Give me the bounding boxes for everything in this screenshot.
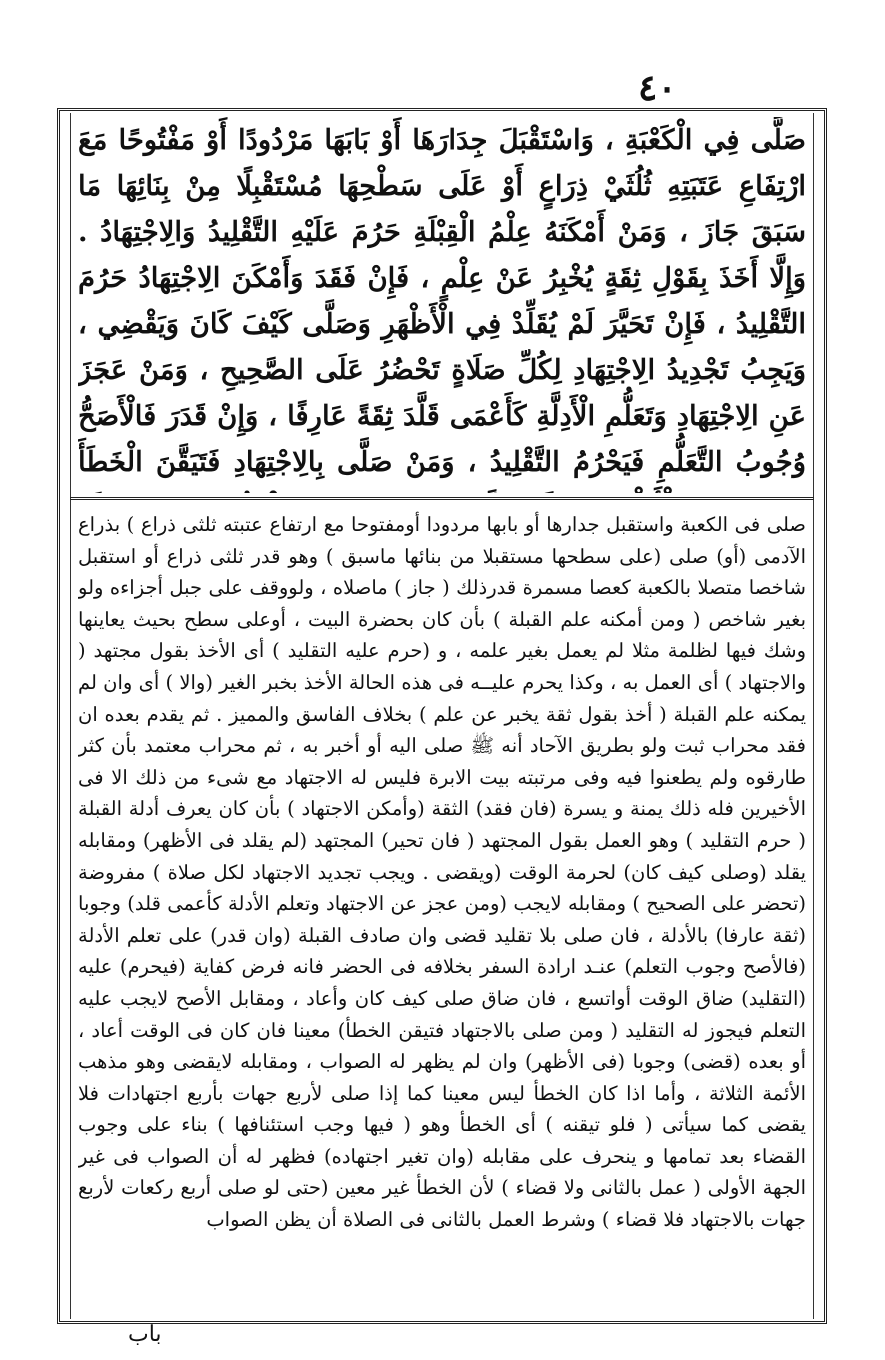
catchword: باب [128, 1322, 162, 1347]
matn-text-block: صَلَّى فِي الْكَعْبَةِ ، وَاسْتَقْبَلَ جِدَارَهَا أَوْ بَابَهَا مَرْدُودًا أَوْ مَفْتُوحًا مَعَ ارْتِفَاعِ عَتَبَتِهِ ثُلُثَيْ ذِرَاعٍ أَوْ عَلَى سَطْحِهَا مُسْتَقْبِلًا مِنْ بِنَائِهَا مَا سَبَقَ جَازَ ، وَمَنْ أَمْكَنَهُ عِلْمُ الْقِبْلَةِ حَرُمَ عَلَيْهِ التَّقْلِيدُ وَالِاجْتِهَادُ . وَإِلَّا أَخَذَ بِقَوْلِ ثِقَةٍ يُخْبِرُ عَنْ عِلْمٍ ، فَإِنْ فَقَدَ وَأَمْكَنَ الِاجْتِهَادُ حَرُمَ التَّقْلِيدُ ، فَإِنْ تَحَيَّرَ لَمْ يُقَلِّدْ فِي الْأَظْهَرِ وَصَلَّى كَيْفَ كَانَ وَيَقْضِي ، وَيَجِبُ تَجْدِيدُ الِاجْتِهَادِ لِكُلِّ صَلَاةٍ تَحْضُرُ عَلَى الصَّحِيحِ ، وَمَنْ عَجَزَ عَنِ الِاجْتِهَادِ وَتَعَلُّمِ الْأَدِلَّةِ كَأَعْمَى قَلَّدَ ثِقَةً عَارِفًا ، وَإِنْ قَدَرَ فَالْأَصَحُّ وُجُوبُ التَّعَلُّمِ فَيَحْرُمُ التَّقْلِيدُ ، وَمَنْ صَلَّى بِالِاجْتِهَادِ فَتَيَقَّنَ الْخَطَأَ [78, 124, 806, 478]
frame-inner-rule-right [813, 113, 814, 1319]
section-divider [70, 497, 814, 500]
page-number: ٤٠ [638, 67, 677, 109]
commentary-text-block: صلى فى الكعبة واستقبل جدارها أو بابها مردودا أومفتوحا مع ارتفاع عتبته ثلثى ذراع ) بذراع الآدمى (أو) صلى (على سطحها مستقبلا من بنائها ماسبق ) وهو قدر ثلثى ذراع أو استقبل شاخصا متصلا بالكعبة كعصا مسمرة قدرذلك ( جاز ) ماصلاه ، ولووقف على جبل أجزاءه ولو بغير شاخص ( ومن أمكنه علم القبلة ) بأن كان بحضرة البيت ، أوعلى سطح بحيث يعاينها وشك فيها لظلمة مثلا لم يعمل بغير علمه ، و (حرم عليه التقليد ) أى الأخذ بقول مجتهد ( والاجتهاد ) أى العمل به ، وكذا يحرم عليــه فى هذه الحالة الأخذ بخبر الغير (والا ) أى وان لم يمكنه علم القبلة ( أخذ بقول ثقة يخبر عن علم ) بخلاف الفاسق والمميز . ثم يقدم بعده ان فقد محراب ثبت ولو بطريق الآحاد أنه ﷺ صلى اليه أو أخبر به ، ثم محراب معتمد بأن كثر طارقوه ولم يطعنوا فيه وفى مرتبته بيت الابرة فليس له الاجتهاد مع شىء من ذلك الا فى الأخيرين فله ذلك يمنة و يسرة (فان فقد) الثقة (وأمكن الاجتهاد ) بأن كان يعرف أدلة القبلة ( حرم التقليد ) وهو العمل بقول المجتهد ( فان تحير) المجتهد (لم يقلد فى الأظهر) ومقابله يقلد (وصلى كيف كان) لحرمة الوقت (ويقضى . ويجب تجديد الاجتهاد لكل صلاة ) مفروضة (تحضر على الصحيح ) ومقابله لايجب (ومن عجز عن الاجتهاد وتعلم الأدلة كأعمى قلد) وجوبا (ثقة عارفا) بالأدلة ، فان صلى بلا تقليد قضى وان صادف القبلة (وان قدر) على تعلم الأدلة (فالأصح وجوب التعلم) عنـد ارادة السفر بخلافه فى الحضر فانه فرض كفاية (فيحرم) عليه (التقليد) ضاق الوقت أواتسع ، فان ضاق صلى كيف كان وأعاد ، ومقابل الأصح لايجب عليه التعلم فيجوز له التقليد ( ومن صلى بالاجتهاد فتيقن الخطأ) معينا فان كان فى الوقت أعاد ، أو بعده (قضى) وجوبا (فى الأظهر) وان لم يظهر له الصواب ، ومقابله لايقضى وهو مذهب الأئمة الثلاثة ، وأما اذا كان الخطأ ليس معينا كما إذا صلى لأربع جهات بأربع اجتهادات فلا يقضى كما سيأتى ( فلو تيقنه ) أى الخطأ وهو ( فيها وجب استئنافها ) بناء على وجوب القضاء بعد تمامها و ينحرف على مقابله (وان تغير اجتهاده) فظهر له أن الصواب فى غير الجهة الأولى ( عمل بالثانى ولا قضاء ) لأن الخطأ غير معين (حتى لو صلى أربع ركعات لأربع جهات بالاجتهاد فلا قضاء ) وشرط العمل بالثانى فى الصلاة أن يظن الصواب [78, 513, 806, 1232]
frame-inner-rule-left [70, 113, 71, 1319]
text-frame [57, 108, 827, 1324]
